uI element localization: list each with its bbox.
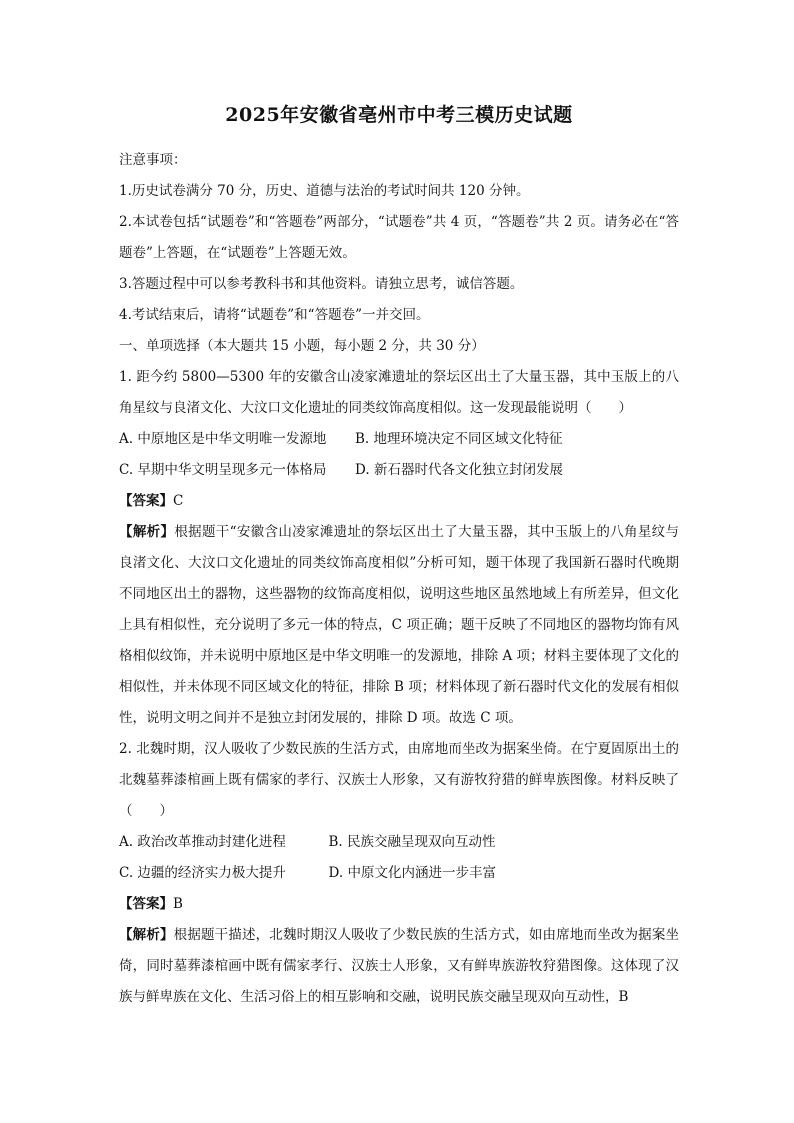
- question-2-option-c: C. 边疆的经济实力极大提升: [119, 865, 286, 881]
- question-2-option-a: A. 政治改革推动封建化进程: [119, 834, 286, 850]
- question-2-option-b: B. 民族交融呈现双向互动性: [328, 834, 496, 850]
- question-1-stem: 1. 距今约 5800—5300 年的安徽含山凌家滩遗址的祭坛区出土了大量玉器，其中玉版上的八角星纹与良渚文化、大汶口文化遗址的同类纹饰高度相似。这一发现最能说明（ ）: [119, 369, 679, 416]
- question-2-stem: 2. 北魏时期，汉人吸收了少数民族的生活方式，由席地而坐改为据案坐倚。在宁夏固原出土的北魏墓葬漆棺画上既有儒家的孝行、汉族士人形象，又有游牧狩猎的鲜卑族图像。材料反映了（ ）: [119, 741, 679, 819]
- notice-item-1: 1.历史试卷满分 70 分，历史、道德与法治的考试时间共 120 分钟。: [119, 183, 530, 199]
- question-2-options-row-2: [119, 858, 679, 889]
- question-2-options-row-1: [119, 827, 679, 858]
- question-1-analysis: [119, 517, 679, 734]
- notice-item-2: 2.本试卷包括“试题卷”和“答题卷”两部分，“试题卷”共 4 页，“答题卷”共 2 页。请务必在“答题卷”上答题，在“试题卷”上答题无效。: [119, 214, 679, 261]
- analysis-text: 根据题干“安徽含山凌家滩遗址的祭坛区出土了大量玉器，其中玉版上的八角星纹与良渚文化、大汶口文化遗址的同类纹饰高度相似”分析可知，题干体现了我国新石器时代晚期不同地区出土的器物，这些器物的纹饰高度相似，说明这些地区虽然地域上有所差异，但文化上具有相似性，充分说明了多元一体的特点，C 项正确；题干反映了不同地区的器物均饰有风格相似纹饰，并未说明中原地区是中华文明唯一的发源地，排除 A 项；材料主要体现了文化的相似性，并未体现不同区域文化的特征，排除 B 项；材料体现了新石器时代文化的发展有相似性，说明文明之间并不是独立封闭发展的，排除 D 项。故选 C 项。: [119, 524, 679, 726]
- analysis-label: 【解析】: [119, 927, 174, 943]
- section-heading: 一、单项选择（本大题共 15 小题，每小题 2 分，共 30 分）: [119, 338, 485, 354]
- analysis-text: 根据题干描述，北魏时期汉人吸收了少数民族的生活方式，如由席地而坐改为据案坐倚，同时墓葬漆棺画中既有儒家孝行、汉族士人形象，又有鲜卑族游牧狩猎图像。这体现了汉族与鲜卑族在文化、生活习俗上的相互影响和交融，说明民族交融呈现双向互动性，B: [119, 927, 680, 1005]
- question-1-options-row-2: [119, 455, 679, 486]
- question-1-option-c: C. 早期中华文明呈现多元一体格局: [119, 462, 327, 478]
- exam-page: [119, 100, 679, 1013]
- answer-value: B: [173, 896, 183, 912]
- answer-label: 【答案】: [119, 493, 173, 509]
- question-1-option-d: D. 新石器时代各文化独立封闭发展: [355, 462, 563, 478]
- question-1-option-b: B. 地理环境决定不同区域文化特征: [354, 431, 563, 447]
- question-2-option-d: D. 中原文化内涵进一步丰富: [328, 865, 496, 881]
- question-1-option-a: A. 中原地区是中华文明唯一发源地: [119, 431, 327, 447]
- analysis-label: 【解析】: [119, 524, 175, 540]
- question-2-analysis: [119, 920, 679, 1013]
- answer-label: 【答案】: [119, 896, 173, 912]
- notice-item-3: 3.答题过程中可以参考教科书和其他资料。请独立思考，诚信答题。: [119, 276, 524, 292]
- question-1-options-row-1: [119, 424, 679, 455]
- question-1-answer: [119, 486, 679, 517]
- answer-value: C: [173, 493, 184, 509]
- notice-heading: 注意事项：: [119, 152, 187, 168]
- question-2-answer: [119, 889, 679, 920]
- page-title: 2025年安徽省亳州市中考三模历史试题: [225, 104, 573, 126]
- notice-item-4: 4.考试结束后，请将“试题卷”和“答题卷”一并交回。: [119, 307, 430, 323]
